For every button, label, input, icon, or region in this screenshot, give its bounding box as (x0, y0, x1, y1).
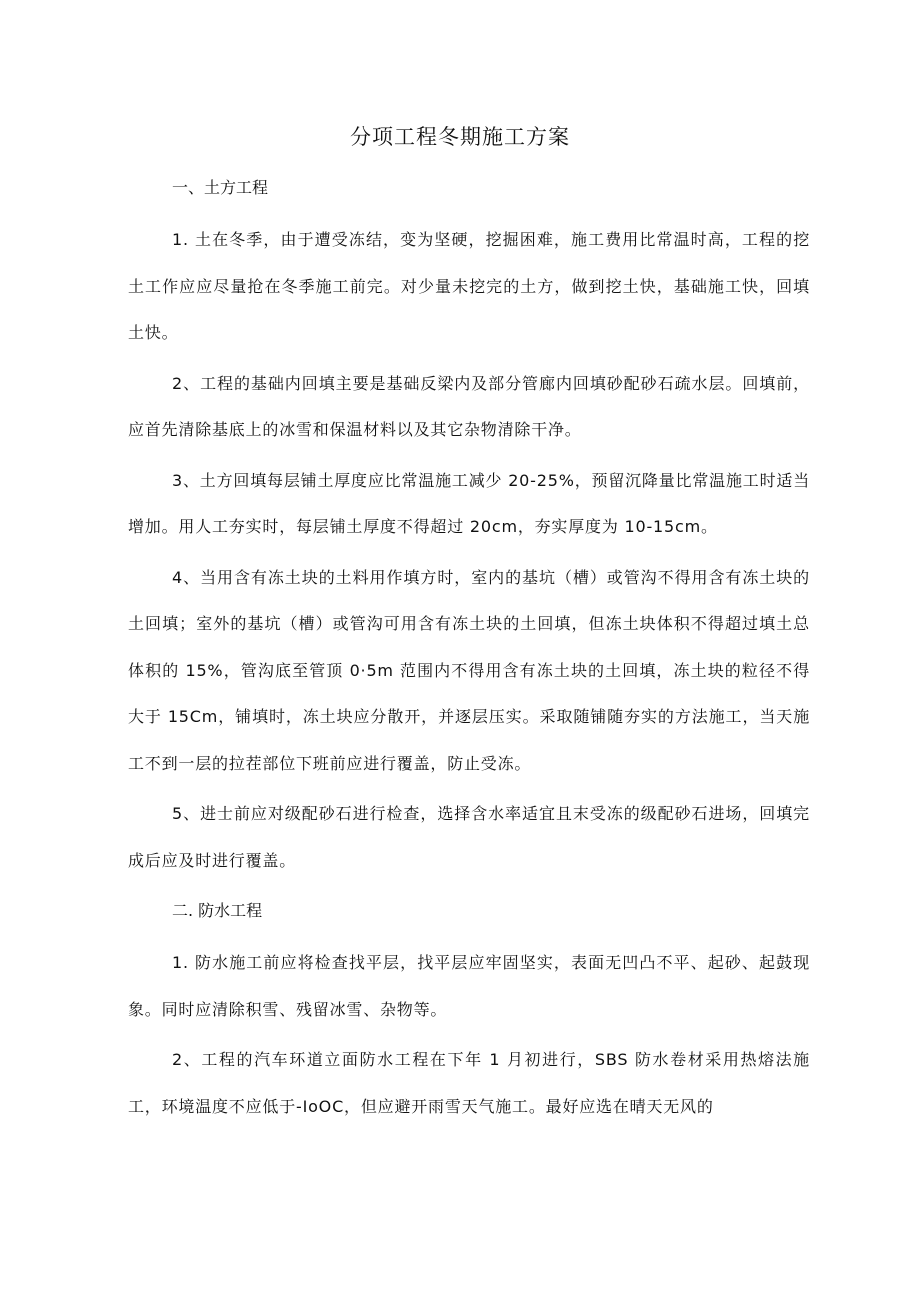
paragraph: 5、进士前应对级配砂石进行检查，选择含水率适宜且末受冻的级配砂石进场，回填完成后应及时进行覆盖。 (128, 804, 810, 870)
section-heading-earthwork: 一、土方工程 (172, 178, 269, 197)
page-title: 分项工程冬期施工方案 (350, 125, 570, 149)
paragraph: 3、土方回填每层铺土厚度应比常温施工减少 20-25%，预留沉降量比常温施工时适当增加。用人工夯实时，每层铺土厚度不得超过 20cm，夯实厚度为 10-15cm。 (128, 470, 810, 536)
paragraph: 2、工程的基础内回填主要是基础反梁内及部分管廊内回填砂配砂石疏水层。回填前，应首先清除基底上的冰雪和保温材料以及其它杂物清除干净。 (128, 373, 810, 439)
paragraph: 1. 防水施工前应将检查找平层，找平层应牢固坚实，表面无凹凸不平、起砂、起鼓现象。同时应清除积雪、残留冰雪、杂物等。 (128, 953, 810, 1019)
section-heading-waterproofing: 二. 防水工程 (172, 901, 263, 920)
paragraph: 1. 土在冬季，由于遭受冻结，变为坚硬，挖掘困难，施工费用比常温时高，工程的挖土工作应应尽量抢在冬季施工前完。对少量未挖完的土方，做到挖土快，基础施工快，回填土快。 (128, 230, 810, 342)
paragraph: 2、工程的汽车环道立面防水工程在下年 1 月初进行，SBS 防水卷材采用热熔法施工，环境温度不应低于-IoOC，但应避开雨雪天气施工。最好应选在晴天无风的 (128, 1050, 810, 1116)
document-body (128, 171, 810, 1134)
paragraph: 4、当用含有冻土块的土料用作填方时，室内的基坑（槽）或管沟不得用含有冻土块的土回填；室外的基坑（槽）或管沟可用含有冻土块的土回填，但冻土块体积不得超过填土总体积的 15%，管沟底至管顶 0·5m 范围内不得用含有冻土块的土回填，冻土块的粒径不得大于 15Cm，铺填时，冻土块应分散开，并逐层压实。采取随铺随夯实的方法施工，当天施工不到一层的拉茬部位下班前应进行覆盖，防止受冻。 (128, 567, 810, 773)
